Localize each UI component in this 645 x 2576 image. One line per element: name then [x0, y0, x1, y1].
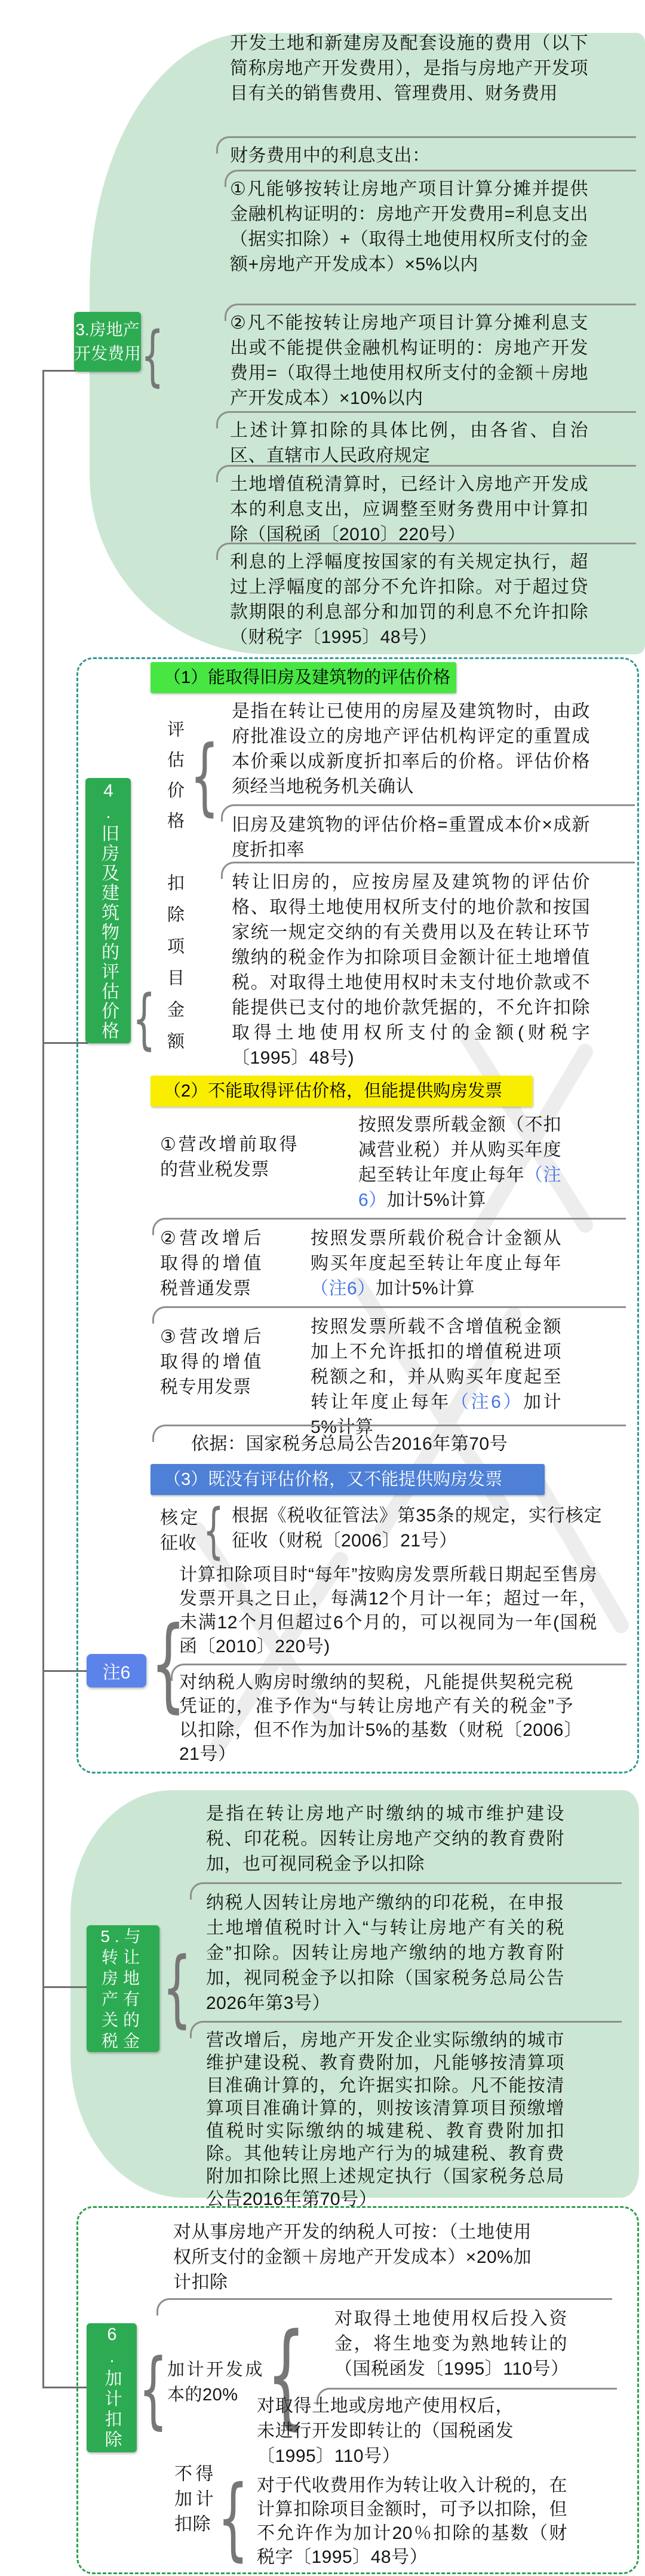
node-section5-item2[interactable]: 纳税人因转让房地产缴纳的印花税，在申报土地增值税时计入“与转让房地产有关的税金”扣除。因转让房地产缴纳的地方教育附加，视同税金予以扣除（国家税务总局公告2026年第3号） [206, 1893, 564, 2013]
brace-connector: { [162, 1940, 192, 2037]
invoice2-desc-post: 加计5%计算 [375, 1279, 475, 1298]
brace-connector: { [190, 728, 219, 825]
node-section6-intro[interactable]: 对从事房地产开发的纳税人可按：（土地使用权所支付的金额＋房地产开发成本）×20%加计扣除 [173, 2222, 532, 2292]
node-section4-label[interactable]: 4.旧房及建筑物的评估价格 [85, 778, 131, 1043]
node-invoice1-desc[interactable] [358, 1113, 561, 1213]
node-assessed-label[interactable]: 核定征收 [160, 1508, 198, 1553]
node-devfee-intro[interactable]: 开发土地和新建房及配套设施的费用（以下简称房地产开发费用），是指与房地产开发项目有关的销售费用、管理费用、财务费用 [230, 33, 588, 103]
node-nomarkup-text[interactable]: 对于代收费用作为转让收入计税的，在计算扣除项目金额时，可予以扣除，但不允许作为加计20％扣除的基数（财税字〔1995〕48号） [257, 2476, 567, 2567]
node-dev20-item1[interactable]: 对取得土地使用权后投入资金，将生地变为熟地转让的（国税函发〔1995〕110号） [334, 2309, 569, 2379]
section5-label-line: 关的 [101, 2011, 145, 2029]
brace-connector: { [217, 2467, 249, 2571]
node-invoice2-desc[interactable] [311, 1226, 561, 1301]
branch-line-section6 [42, 2387, 88, 2388]
mindmap-spine [42, 370, 44, 2388]
node-section5-label[interactable] [87, 1925, 159, 2052]
node-liquidation-rule[interactable]: 土地增值税清算时，已经计入房地产开发成本的利息支出，应调整至财务费用中计算扣除（国税函〔2010〕220号） [230, 474, 588, 544]
node-assessed-text[interactable]: 根据《税收征管法》第35条的规定，实行核定征收（财税〔2006〕21号） [232, 1506, 602, 1551]
node-deduction-text[interactable]: 转让旧房的，应按房屋及建筑物的评估价格、取得土地使用权所支付的地价款和按国家统一规定交纳的有关费用以及在转让环节缴纳的税金作为扣除项目金额计征土地增值税。对取得土地使用权时未支付地价款或不能提供已支付的地价款凭据的，不允许扣除取得土地使用权所支付的金额(财税字〔1995〕48号) [232, 872, 590, 1068]
brace-connector: { [141, 317, 164, 394]
node-note6-item2[interactable]: 对纳税人购房时缴纳的契税，凡能提供契税完税凭证的，准予作为“与转让房地产有关的税金”予以扣除，但不作为加计5%的基数（财税〔2006〕21号） [179, 1673, 573, 1764]
brace-connector: { [150, 1605, 186, 1723]
section5-label-line: 税金 [101, 2032, 145, 2050]
note6-reference[interactable]: （注6） [311, 1279, 376, 1298]
section3-label-line2: 开发费用 [74, 344, 142, 363]
node-appraisal-definition[interactable]: 是指在转让已使用的房屋及建筑物时，由政府批准设立的房地产评估机构评定的重置成本价乘以成新度折扣率后的价格。评估价格须经当地税务机关确认 [232, 702, 590, 797]
invoice3-desc-pre: 按照发票所载不含增值税金额加上不允许抵扣的增值税进项税额之和，并从购买年度起至转让年度止每年 [311, 1317, 561, 1412]
note6-reference[interactable]: （注6） [450, 1392, 523, 1412]
node-note6-label[interactable]: 注6 [87, 1654, 146, 1687]
node-note6-item1[interactable]: 计算扣除项目时“每年”按购房发票所载日期起至售房发票开具之日止，每满12个月计一年；超过一年，未满12个月但超过6个月的，可以视同为一年(国税函〔2010〕220号) [179, 1565, 597, 1656]
node-interest-case2[interactable]: ②凡不能按转让房地产项目计算分摊利息支出或不能提供金融机构证明的：房地产开发费用=（取得土地使用权所支付的金额＋房地产开发成本）×10%以内 [230, 313, 588, 408]
node-part3-header[interactable]: （3）既没有评估价格，又不能提供购房发票 [150, 1464, 545, 1495]
node-nomarkup-label[interactable]: 不得加计扣除 [174, 2464, 214, 2534]
invoice1-desc-pre: 按照发票所载金额（不扣减营业税）并从购买年度起至转让年度止每年 [358, 1115, 561, 1185]
node-section3-label[interactable] [74, 312, 141, 372]
section5-label-line: 产有 [101, 1990, 145, 2008]
branch-line-note6 [42, 1670, 88, 1672]
invoice2-desc-pre: 按照发票所载价税合计金额从购买年度起至转让年度止每年 [311, 1229, 561, 1273]
node-interest-float-rule[interactable]: 利息的上浮幅度按国家的有关规定执行，超过上浮幅度的部分不允许扣除。对于超过贷款期限的利息部分和加罚的利息不允许扣除（财税字〔1995〕48号） [230, 552, 588, 647]
branch-line-section4 [42, 1042, 88, 1044]
node-dev20-label[interactable]: 加计开发成本的20% [167, 2360, 263, 2405]
node-part1-header[interactable]: （1）能取得旧房及建筑物的评估价格 [150, 662, 456, 693]
node-interest-case1[interactable]: ①凡能够按转让房地产项目计算分摊并提供金融机构证明的：房地产开发费用=利息支出（据实扣除）+（取得土地使用权所支付的金额+房地产开发成本）×5%以内 [230, 179, 588, 274]
node-invoice2-label[interactable]: ②营改增后取得的增值税普通发票 [160, 1229, 262, 1298]
branch-line-section3 [42, 370, 76, 372]
node-deduction-label[interactable]: 扣除项目金额 [165, 874, 184, 1064]
node-section5-item3[interactable]: 营改增后，房地产开发企业实际缴纳的城市维护建设税、教育费附加，凡能够按清算项目准确计算的，允许据实扣除。凡不能按清算项目准确计算的，则按该清算项目预缴增值税时实际缴纳的城建税、教育费附加扣除。其他转让房地产行为的城建税、教育费附加扣除比照上述规定执行（国家税务总局公告2016年第70号） [206, 2030, 564, 2209]
node-appraisal-label[interactable]: 评估价格 [165, 720, 184, 842]
node-section5-item1[interactable]: 是指在转让房地产时缴纳的城市维护建设税、印花税。因转让房地产交纳的教育费附加，也可视同税金予以扣除 [206, 1804, 564, 1874]
node-invoice1-label[interactable]: ①营改增前取得的营业税发票 [160, 1135, 297, 1180]
invoice1-desc-post: 加计5%计算 [386, 1190, 487, 1210]
section5-label-line: 房地 [101, 1969, 145, 1987]
node-invoice3-label[interactable]: ③营改增后取得的增值税专用发票 [160, 1327, 262, 1397]
node-appraisal-formula[interactable]: 旧房及建筑物的评估价格=重置成本价×成新度折扣率 [232, 815, 590, 860]
brace-connector: { [203, 1496, 224, 1566]
brace-connector: { [133, 981, 156, 1057]
node-invoice3-desc[interactable] [311, 1315, 561, 1440]
node-part2-header[interactable]: （2）不能取得评估价格，但能提供购房发票 [150, 1076, 533, 1107]
section5-label-line: 转让 [101, 1948, 145, 1967]
node-section6-label[interactable]: 6.加计扣除 [87, 2323, 137, 2452]
section3-label-line1: 3.房地产 [75, 320, 140, 339]
branch-line-section5 [42, 1986, 88, 1988]
node-ratio-rule[interactable]: 上述计算扣除的具体比例，由各省、自治区、直辖市人民政府规定 [230, 421, 588, 465]
brace-connector: { [266, 2309, 306, 2441]
note6-reference[interactable]: （注6） [358, 1165, 562, 1210]
invoice3-desc-post: 加计5%计算 [311, 1392, 562, 1437]
brace-connector: { [139, 2341, 168, 2439]
node-basis[interactable]: 依据：国家税务总局公告2016年第70号 [191, 1434, 508, 1454]
section5-label-line: 5.与 [100, 1927, 146, 1946]
node-interest-title[interactable]: 财务费用中的利息支出： [230, 146, 431, 166]
node-dev20-item2[interactable]: 对取得土地或房地产使用权后，未进行开发即转让的（国税函发〔1995〕110号） [257, 2396, 514, 2466]
